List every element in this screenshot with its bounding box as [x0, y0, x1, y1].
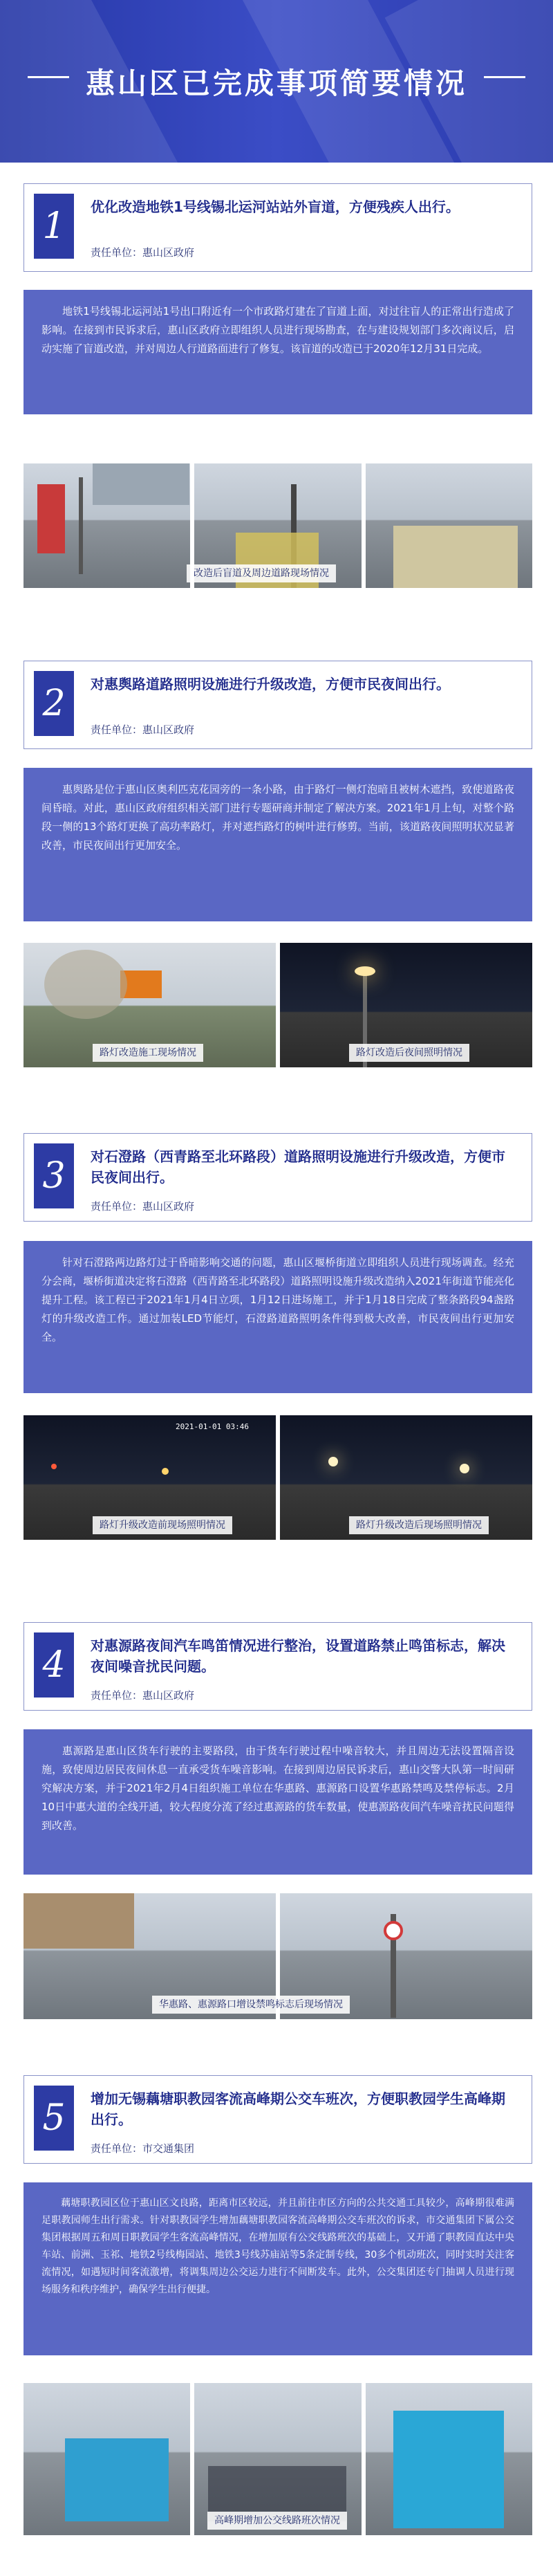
item-title: 对石澄路（西青路至北环路段）道路照明设施进行升级改造，方便市民夜间出行。: [91, 1148, 505, 1186]
bus: [65, 2438, 169, 2521]
item-description: 惠源路是惠山区货车行驶的主要路段，由于货车行驶过程中噪音较大，并且周边无法设置隔音设施，致使周边居民夜间休息一直承受货车噪音影响。在接到周边居民诉求后，惠山交警大队第一时间研究解决方案，并于2021年2月4日组织施工单位在华惠路、惠源路口设置华惠路禁鸣及禁停标志。2月10日中惠大道的全线开通，较大程度分流了经过惠源路的货车数量，使惠源路夜间汽车噪音扰民问题得到改善。: [24, 1729, 532, 1875]
photo-bus-front: [366, 2383, 532, 2535]
photo-caption: 路灯改造后夜间照明情况: [349, 1044, 469, 1062]
item-header: [24, 1622, 532, 1711]
photo-strip: [24, 2383, 532, 2535]
header-banner: [0, 0, 553, 163]
item-title: 优化改造地铁1号线锡北运河站站外盲道，方便残疾人出行。: [91, 199, 460, 215]
photo-strip: [24, 463, 532, 588]
page-title: 惠山区已完成事项简要情况: [85, 66, 467, 100]
item-description: 针对石澄路两边路灯过于昏暗影响交通的问题，惠山区堰桥街道立即组织人员进行现场调查。经充分会商，堰桥街道决定将石澄路（西青路至北环路段）道路照明设施升级改造纳入2021年街道节能亮化提升工程。该工程已于2021年1月4日立项，1月12日进场施工，并于1月18日完成了整条路段94盏路灯的升级改造工作。通过加装LED节能灯，石澄路道路照明条件得到极大改善，市民夜间出行更加安全。: [24, 1241, 532, 1393]
photo-night-lighting: [280, 943, 532, 1067]
tail-light: [51, 1464, 57, 1469]
item-header: [24, 661, 532, 749]
tree: [44, 950, 127, 1019]
responsible-unit: 责任单位：惠山区政府: [91, 1689, 195, 1702]
responsible-unit: 责任单位：惠山区政府: [91, 1200, 195, 1213]
photo-caption: 路灯升级改造后现场照明情况: [349, 1516, 489, 1534]
item-title: 对惠舆路道路照明设施进行升级改造，方便市民夜间出行。: [91, 676, 450, 692]
photo-strip: [24, 1415, 532, 1540]
building: [93, 463, 189, 505]
photo-crossing: [366, 463, 532, 588]
photo-caption: 路灯升级改造前现场照明情况: [93, 1516, 232, 1534]
building: [24, 1893, 134, 1949]
station-sign: [37, 484, 65, 553]
item-title: 增加无锡藕塘职教园客流高峰期公交车班次，方便职教园学生高峰期出行。: [91, 2090, 505, 2128]
item-number-badge: 5: [34, 2086, 74, 2151]
photo-after-lighting: [280, 1415, 532, 1540]
photo-caption: 华惠路、惠源路口增设禁鸣标志后现场情况: [152, 1996, 350, 2014]
responsible-unit: 责任单位：市交通集团: [91, 2142, 195, 2155]
photo-strip: [24, 1893, 532, 2019]
photo-caption: 高峰期增加公交线路班次情况: [207, 2512, 347, 2530]
camera-timestamp: 2021-01-01 03:46: [176, 1422, 249, 1431]
item-number-badge: 1: [34, 194, 74, 259]
lamp-light: [355, 966, 375, 976]
item-description: 惠舆路是位于惠山区奥利匹克花园旁的一条小路，由于路灯一侧灯泡暗且被树木遮挡，致使道路夜间昏暗。对此，惠山区政府组织相关部门进行专题研商并制定了解决方案。2021年1月上旬，对整个路段一侧的13个路灯更换了高功率路灯，并对遮挡路灯的树叶进行修剪。当前，该道路夜间照明状况显著改善，市民夜间出行更加安全。: [24, 768, 532, 921]
street-light: [162, 1468, 169, 1475]
photo-construction: [24, 943, 276, 1067]
street-light: [328, 1457, 338, 1466]
photo-strip: [24, 943, 532, 1067]
item-header: [24, 1133, 532, 1222]
lamp-post: [79, 477, 83, 574]
bus: [393, 2411, 504, 2528]
item-description: 地铁1号线锡北运河站1号出口附近有一个市政路灯建在了盲道上面，对过往盲人的正常出行造成了影响。在接到市民诉求后，惠山区政府立即组织人员进行现场勘查，在与建设规划部门多次商议后，启动实施了盲道改造，并对周边人行道路面进行了修复。该盲道的改造已于2020年12月31日完成。: [24, 290, 532, 414]
responsible-unit: 责任单位：惠山区政府: [91, 246, 195, 259]
item-number-badge: 2: [34, 671, 74, 736]
photo-before-lighting: [24, 1415, 276, 1540]
sidewalk-tiles: [393, 526, 518, 588]
item-header: [24, 183, 532, 272]
photo-caption: 改造后盲道及周边道路现场情况: [187, 564, 336, 582]
photo-caption: 路灯改造施工现场情况: [93, 1044, 203, 1062]
no-horn-sign-icon: [384, 1921, 403, 1940]
street-light: [460, 1464, 469, 1473]
photo-tactile-paving: [24, 463, 190, 588]
item-description: 藕塘职教园区位于惠山区文良路，距离市区较远，并且前往市区方向的公共交通工具较少，高峰期很难满足职教园师生出行需求。针对职教园学生增加藕塘职教园客流高峰期公交车班次的诉求，市交通集团下属公交集团根据周五和周日职教园学生客流高峰情况，在增加原有公交线路班次的基础上，又开通了职教园直达中央车站、前洲、玉祁、地铁2号线梅园站、地铁3号线苏庙站等5条定制专线，30多个机动班次，同时实时关注客流情况，如遇短时间客流激增，将调集周边公交运力进行不间断发车。此外，公交集团还专门抽调人员进行现场服务和秩序维护，确保学生出行便捷。: [24, 2182, 532, 2355]
item-number-badge: 3: [34, 1143, 74, 1208]
item-title: 对惠源路夜间汽车鸣笛情况进行整治，设置道路禁止鸣笛标志，解决夜间噪音扰民问题。: [91, 1637, 505, 1675]
item-header: [24, 2075, 532, 2164]
responsible-unit: 责任单位：惠山区政府: [91, 724, 195, 736]
photo-bus-stop: [24, 2383, 190, 2535]
item-number-badge: 4: [34, 1632, 74, 1698]
